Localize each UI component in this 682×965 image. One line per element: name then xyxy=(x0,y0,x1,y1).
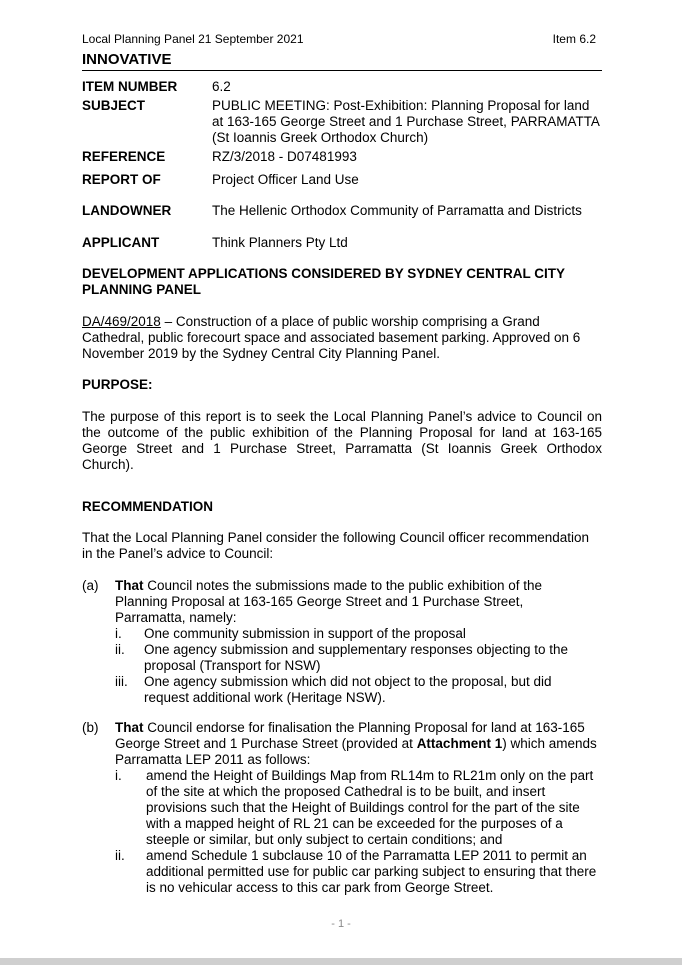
item-a-i-text: One community submission in support of the proposal xyxy=(144,626,466,641)
field-value-landowner: The Hellenic Orthodox Community of Parramatta and Districts xyxy=(212,203,582,218)
item-b-ii-marker: ii. xyxy=(115,848,125,863)
field-label-reference: REFERENCE xyxy=(82,149,166,164)
field-label-report-of: REPORT OF xyxy=(82,172,161,187)
dev-apps-paragraph xyxy=(82,314,582,362)
item-b-text xyxy=(115,720,600,768)
page-bottom-edge xyxy=(0,958,682,965)
field-label-item-number: ITEM NUMBER xyxy=(82,79,178,94)
header-rule xyxy=(82,70,602,71)
item-a-lead: That xyxy=(115,578,144,593)
item-a-marker: (a) xyxy=(82,578,99,593)
dev-apps-heading: DEVELOPMENT APPLICATIONS CONSIDERED BY SYDNEY CENTRAL CITY PLANNING PANEL xyxy=(82,266,565,297)
header-item-number: Item 6.2 xyxy=(552,32,596,46)
field-value-subject: PUBLIC MEETING: Post-Exhibition: Planning Proposal for land at 163-165 George Street and 1 Purchase Street, PARRAMATTA (St Ioannis Greek Orthodox Church) xyxy=(212,98,600,145)
field-value-reference: RZ/3/2018 - D07481993 xyxy=(212,149,357,164)
field-label-subject: SUBJECT xyxy=(82,98,146,113)
field-value-applicant: Think Planners Pty Ltd xyxy=(212,235,348,250)
field-label-applicant: APPLICANT xyxy=(82,235,160,250)
item-a-iii-text: One agency submission which did not object to the proposal, but did request additional work (Heritage NSW). xyxy=(144,674,552,705)
item-a-iii-marker: iii. xyxy=(115,674,128,689)
da-description: – Construction of a place of public worship comprising a Grand Cathedral, public forecourt space and associated basement parking. Approved on 6 November 2019 by the Sydney Central City Planning Panel. xyxy=(82,314,581,361)
attachment-reference: Attachment 1 xyxy=(416,736,503,751)
item-b-body-end: ) which amends Parramatta LEP 2011 as follows: xyxy=(115,736,597,767)
organization-name: INNOVATIVE xyxy=(82,51,172,68)
recommendation-heading: RECOMMENDATION xyxy=(82,499,213,514)
page-number: - 1 - xyxy=(331,918,351,930)
field-label-landowner: LANDOWNER xyxy=(82,203,172,218)
item-a-text xyxy=(115,578,565,626)
item-a-ii-marker: ii. xyxy=(115,642,125,657)
item-a-i-marker: i. xyxy=(115,626,122,641)
field-value-report-of: Project Officer Land Use xyxy=(212,172,359,187)
item-b-body: Council endorse for finalisation the Planning Proposal for land at 163-165 George Street and 1 Purchase Street (provided at xyxy=(115,720,585,751)
item-a-body: Council notes the submissions made to the public exhibition of the Planning Proposal at 163-165 George Street and 1 Purchase Street, Parramatta, namely: xyxy=(115,578,542,625)
purpose-heading: PURPOSE: xyxy=(82,377,153,392)
purpose-text: The purpose of this report is to seek the Local Planning Panel’s advice to Council on the outcome of the public exhibition of the Planning Proposal for land at 163-165 George Street and 1 Purchase Street, Parramatta (St Ioannis Greek Orthodox Church). xyxy=(82,409,602,472)
da-reference-link: DA/469/2018 xyxy=(82,314,161,329)
field-value-item-number: 6.2 xyxy=(212,79,231,94)
item-b-i-text: amend the Height of Buildings Map from RL14m to RL21m only on the part of the site at which the proposed Cathedral is to be built, and insert provisions such that the Height of Buildings control for the part of the site with a mapped height of RL 21 can be exceeded for the purposes of a steeple or similar, but only subject to certain conditions; and xyxy=(146,768,594,847)
header-meeting-date: Local Planning Panel 21 September 2021 xyxy=(82,32,304,46)
item-b-ii-text: amend Schedule 1 subclause 10 of the Parramatta LEP 2011 to permit an additional permitted use for public car parking subject to ensuring that there is no vehicular access to this car park from George Street. xyxy=(146,848,597,895)
item-b-lead: That xyxy=(115,720,144,735)
item-b-i-marker: i. xyxy=(115,768,122,783)
item-a-ii-text: One agency submission and supplementary responses objecting to the proposal (Transport for NSW) xyxy=(144,642,569,673)
recommendation-intro: That the Local Planning Panel consider the following Council officer recommendation in the Panel’s advice to Council: xyxy=(82,530,590,561)
item-b-marker: (b) xyxy=(82,720,99,735)
